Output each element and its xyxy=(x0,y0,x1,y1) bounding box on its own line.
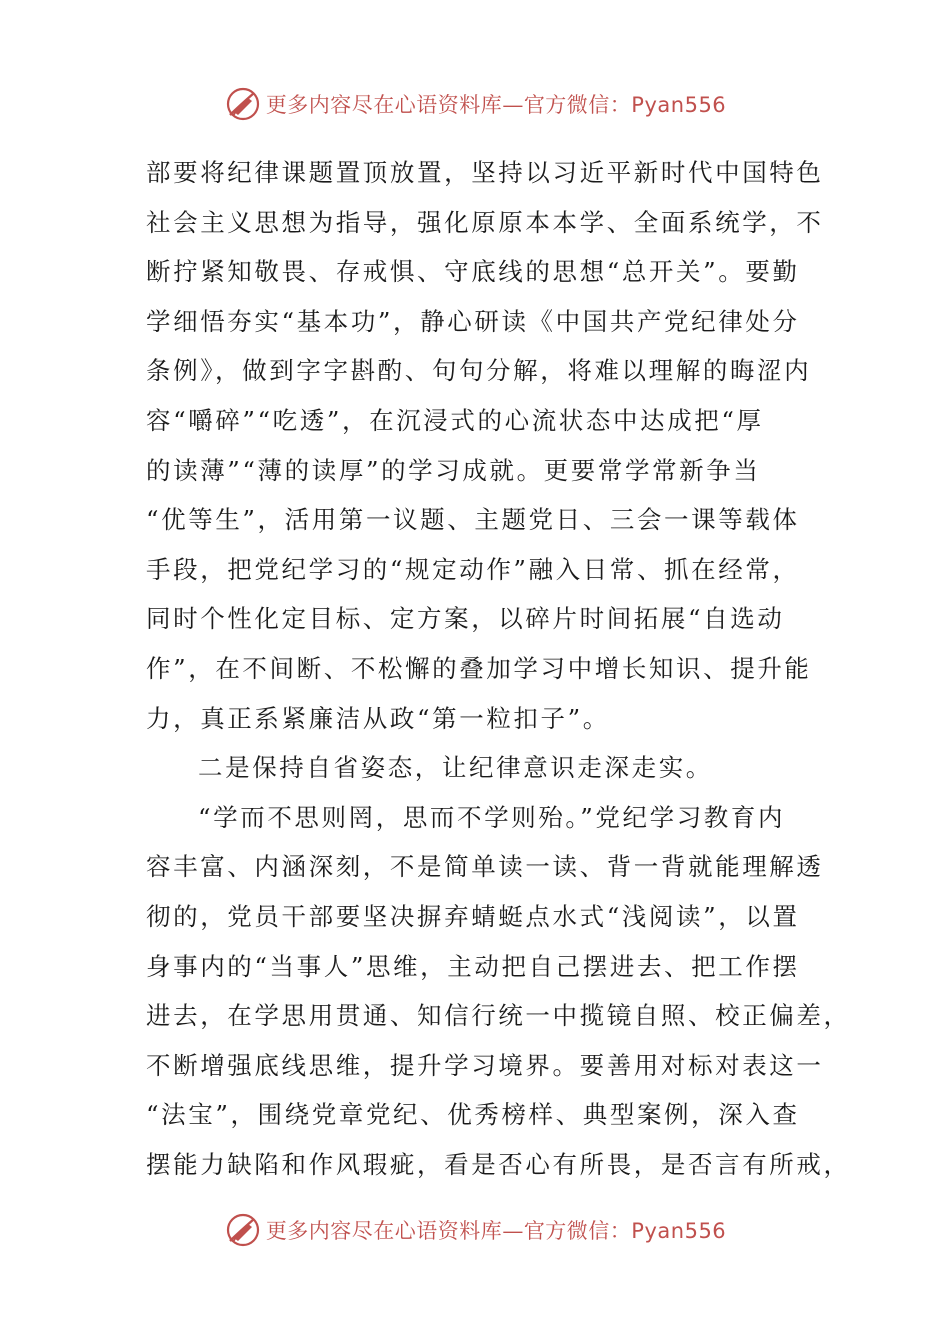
footer-banner-text xyxy=(266,1215,726,1245)
text-line: 容丰富、内涵深刻，不是简单读一读、背一背就能理解透 xyxy=(146,852,824,882)
text-line: “优等生”，活用第一议题、主题党日、三会一课等载体 xyxy=(146,505,800,535)
footer-banner-separator: — xyxy=(502,1219,524,1243)
text-line: 的读薄”“薄的读厚”的学习成就。更要常学常新争当 xyxy=(146,455,761,485)
footer-banner-contact: 官方微信：Pyan556 xyxy=(523,1219,727,1243)
text-line: 进去，在学思用贯通、知信行统一中揽镜自照、校正偏差， xyxy=(146,1001,851,1031)
header-banner-main: 更多内容尽在心语资料库 xyxy=(265,93,503,117)
header-banner-separator: — xyxy=(502,93,524,117)
header-banner xyxy=(0,84,950,124)
pen-logo-icon xyxy=(224,1211,262,1249)
pen-logo-icon xyxy=(224,85,262,123)
text-line: 部要将纪律课题置顶放置，坚持以习近平新时代中国特色 xyxy=(146,158,824,187)
text-line: 手段，把党纪学习的“规定动作”融入日常、抓在经常， xyxy=(146,554,800,584)
text-line: 作”，在不间断、不松懈的叠加学习中增长知识、提升能 xyxy=(146,653,812,683)
document-body xyxy=(146,148,851,1189)
text-line: 摆能力缺陷和作风瑕疵，看是否心有所畏，是否言有所戒， xyxy=(146,1149,851,1179)
section-heading: 二是保持自省姿态，让纪律意识走深走实。 xyxy=(198,753,713,783)
text-line: 容“嚼碎”“吃透”，在沉浸式的心流状态中达成把“厚 xyxy=(146,405,764,435)
text-line: 彻的，党员干部要坚决摒弃蜻蜓点水式“浅阅读”，以置 xyxy=(146,901,800,931)
text-line: 断拧紧知敬畏、存戒惧、守底线的思想“总开关”。要勤 xyxy=(146,257,800,287)
text-line: 身事内的“当事人”思维，主动把自己摆进去、把工作摆 xyxy=(146,951,800,981)
text-line: 社会主义思想为指导，强化原原本本学、全面系统学，不 xyxy=(146,207,824,237)
footer-banner-main: 更多内容尽在心语资料库 xyxy=(265,1219,503,1243)
text-line: 学细悟夯实“基本功”，静心研读《中国共产党纪律处分 xyxy=(146,306,800,336)
text-line: 条例》，做到字字斟酌、句句分解，将难以理解的晦涩内 xyxy=(146,356,812,386)
text-line: 不断增强底线思维，提升学习境界。要善用对标对表这一 xyxy=(146,1050,824,1080)
header-banner-text xyxy=(266,89,726,119)
header-banner-contact: 官方微信：Pyan556 xyxy=(523,93,727,117)
footer-banner xyxy=(0,1210,950,1250)
text-line: 力，真正系紧廉洁从政“第一粒扣子”。 xyxy=(146,703,610,733)
text-line: 同时个性化定目标、定方案，以碎片时间拓展“自选动 xyxy=(146,604,785,634)
text-line: “法宝”，围绕党章党纪、优秀榜样、典型案例，深入查 xyxy=(146,1100,800,1130)
text-line: “学而不思则罔，思而不学则殆。”党纪学习教育内 xyxy=(198,802,786,832)
